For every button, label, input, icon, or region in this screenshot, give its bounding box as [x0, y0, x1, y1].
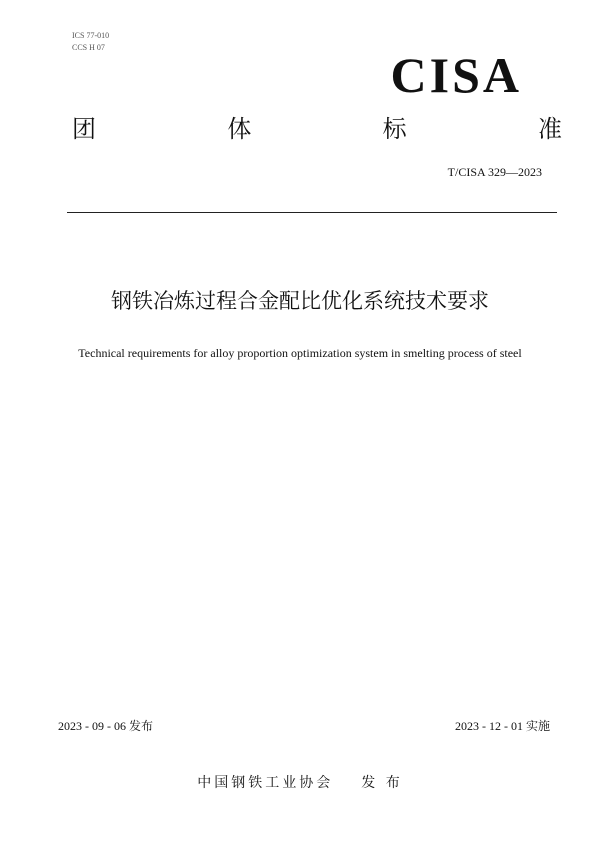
implementation-date: 2023 - 12 - 01: [454, 719, 523, 733]
standard-type-char: 标: [382, 115, 407, 143]
standard-type-heading: [72, 114, 562, 144]
cisa-logo: CISA: [390, 47, 522, 103]
standard-code: T/CISA 329—2023: [447, 165, 542, 179]
ics-code: ICS 77-010: [72, 31, 110, 40]
standard-type-char: 体: [227, 115, 252, 143]
ccs-code: CCS H 07: [72, 43, 105, 52]
publisher-label: 发 布: [361, 775, 403, 791]
publisher-name: 中国钢铁工业协会: [197, 775, 334, 791]
document-title-chinese: 钢铁冶炼过程合金配比优化系统技术要求: [111, 289, 489, 313]
publisher-line: [0, 772, 600, 792]
implementation-date-line: [455, 717, 550, 734]
implementation-label: 实施: [525, 719, 550, 733]
standard-type-char: 团: [72, 115, 96, 143]
issue-date-line: [58, 717, 153, 734]
document-title-english: Technical requirements for alloy proportion optimization system in smelting process of steel: [78, 346, 522, 360]
classification-codes: [72, 30, 109, 54]
standard-type-char: 准: [537, 115, 562, 143]
issue-label: 发布: [129, 719, 154, 733]
issue-date: 2023 - 09 - 06: [58, 719, 126, 733]
header-divider: [67, 212, 557, 213]
